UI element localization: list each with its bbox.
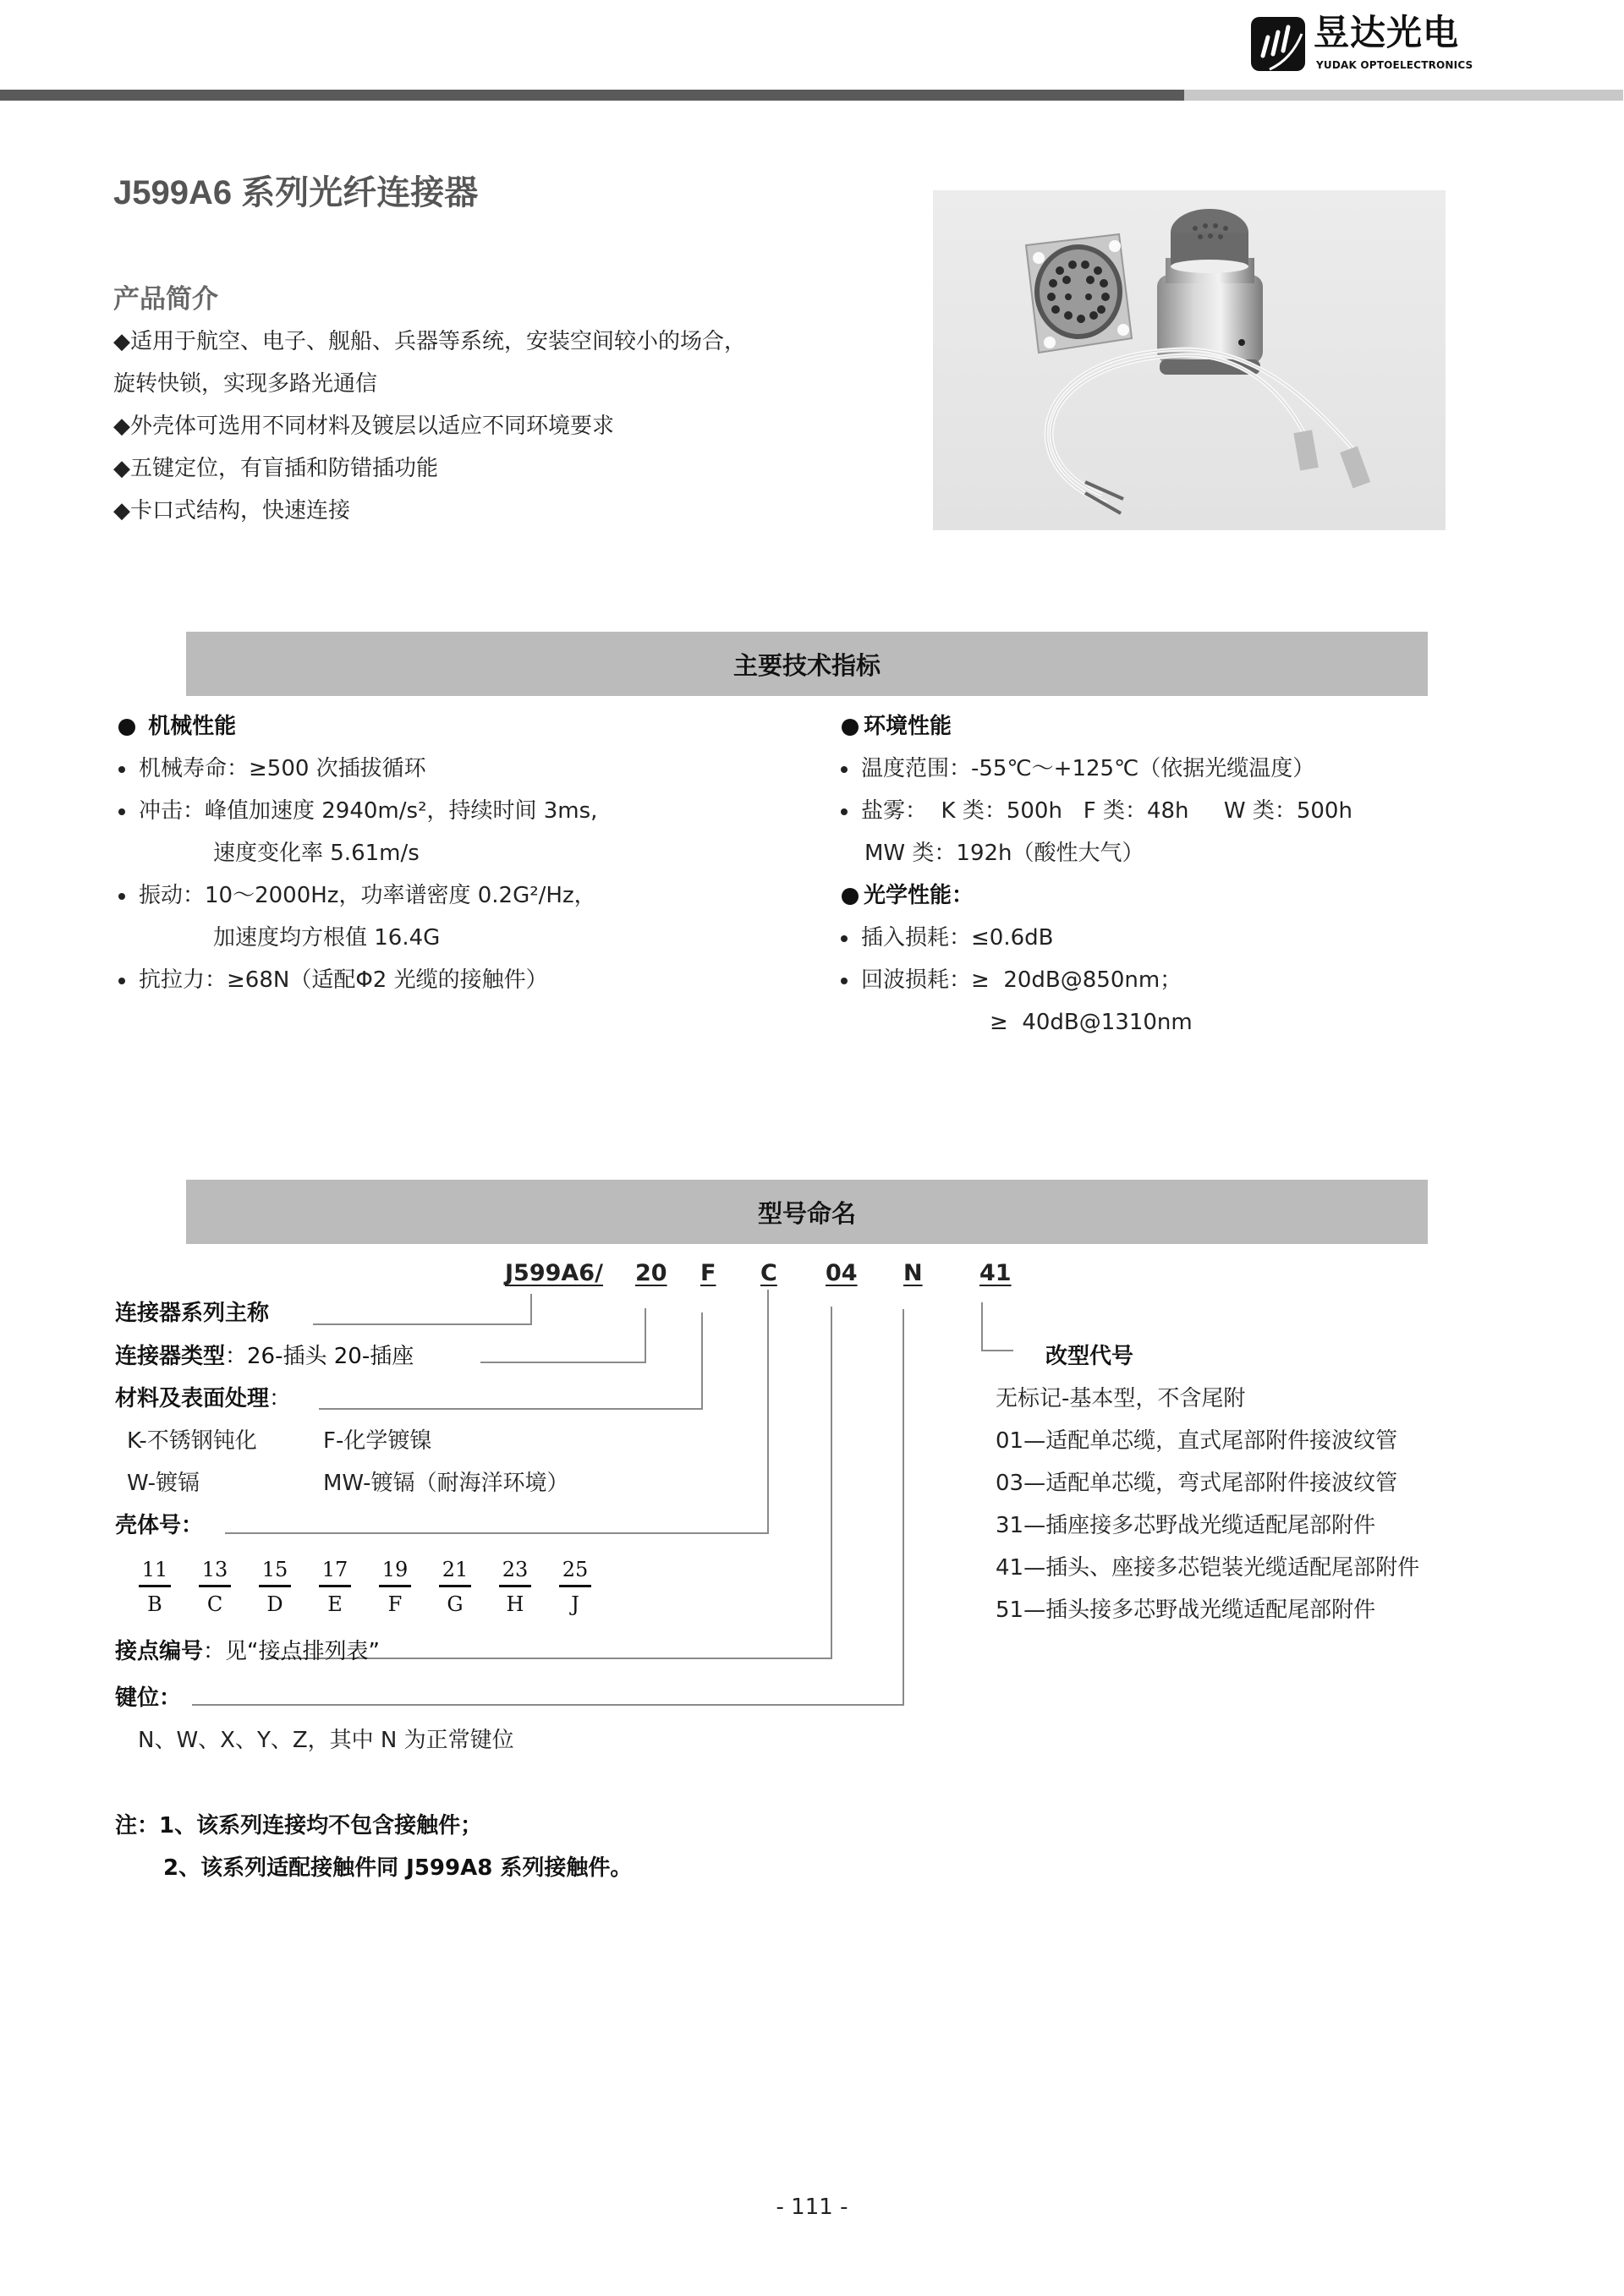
intro-line: ◆外壳体可选用不同材料及镀层以适应不同环境要求 xyxy=(113,414,614,439)
optical-heading: 光学性能： xyxy=(842,882,974,909)
contact-pin-icon xyxy=(1085,482,1123,513)
shell-size-table xyxy=(134,1558,596,1616)
bullet-icon xyxy=(118,978,125,984)
label-series: 连接器系列主称 xyxy=(115,1301,270,1326)
connector-line xyxy=(903,1309,904,1706)
company-name-en: YUDAK OPTOELECTRONICS xyxy=(1316,59,1473,71)
spec-item: 温度范围：-55℃～+125℃（依据光缆温度） xyxy=(837,755,1314,782)
connector-line xyxy=(319,1408,703,1410)
connector-line xyxy=(767,1290,769,1534)
shell-size: 25 J xyxy=(554,1558,596,1616)
connector-line xyxy=(831,1307,832,1659)
spec-item-continued: ≥ 40dB@1310nm xyxy=(990,1010,1193,1035)
material-option: W-镀镉 xyxy=(127,1471,200,1496)
spec-item: 回波损耗：≥ 20dB@850nm； xyxy=(837,967,1182,994)
shell-size: 13 C xyxy=(194,1558,236,1616)
connector-line xyxy=(225,1532,769,1534)
intro-heading: 产品简介 xyxy=(113,284,218,315)
product-photo xyxy=(933,190,1446,530)
modification-item: 01—适配单芯缆，直式尾部附件接波纹管 xyxy=(996,1428,1398,1454)
connector-line xyxy=(480,1362,646,1363)
intro-line: ◆五键定位，有盲插和防错插功能 xyxy=(113,456,438,481)
bullet-icon xyxy=(841,808,848,815)
shell-size: 19 F xyxy=(374,1558,416,1616)
bullet-dot-icon xyxy=(842,719,859,736)
bullet-icon xyxy=(841,978,848,984)
intro-line: ◆适用于航空、电子、舰船、兵器等系统，安装空间较小的场合， xyxy=(113,329,746,354)
shell-size: 15 D xyxy=(254,1558,296,1616)
spec-item-continued: 速度变化率 5.61m/s xyxy=(213,841,420,866)
material-option: F-化学镀镍 xyxy=(323,1428,432,1454)
modification-item: 无标记-基本型，不含尾附 xyxy=(996,1386,1246,1411)
company-name-cn: 昱达光电 xyxy=(1314,12,1460,53)
code-material: F xyxy=(700,1260,716,1286)
connector-line xyxy=(530,1294,532,1325)
header-rule-light xyxy=(1184,90,1623,101)
connector-line xyxy=(981,1350,1013,1351)
intro-line: ◆卡口式结构，快速连接 xyxy=(113,498,350,523)
connector-line xyxy=(313,1323,532,1325)
bullet-icon xyxy=(841,935,848,942)
lc-connector-icon xyxy=(1293,430,1370,488)
header-rule-dark xyxy=(0,90,1184,101)
code-contact: 04 xyxy=(826,1260,858,1286)
shell-size: 21 G xyxy=(434,1558,476,1616)
modification-item: 31—插座接多芯野战光缆适配尾部附件 xyxy=(996,1513,1376,1538)
modification-item: 51—插头接多芯野战光缆适配尾部附件 xyxy=(996,1597,1376,1623)
note-line: 注：1、该系列连接均不包含接触件； xyxy=(115,1813,483,1838)
spec-item: 盐雾： K 类：500h F 类：48h W 类：500h xyxy=(837,797,1352,825)
bullet-icon xyxy=(118,893,125,900)
connector-line xyxy=(701,1312,703,1410)
naming-section-header: 型号命名 xyxy=(186,1180,1428,1244)
mechanical-heading: 机械性能 xyxy=(118,713,236,740)
specs-section-header: 主要技术指标 xyxy=(186,632,1428,696)
connector-line xyxy=(645,1308,646,1363)
spec-item: 振动：10～2000Hz，功率谱密度 0.2G²/Hz， xyxy=(115,882,596,909)
spec-item-continued: MW 类：192h（酸性大气） xyxy=(864,841,1144,866)
material-option: K-不锈钢钝化 xyxy=(127,1428,257,1454)
spec-item-continued: 加速度均方根值 16.4G xyxy=(213,925,441,951)
shell-size: 17 E xyxy=(314,1558,356,1616)
spec-item: 插入损耗：≤0.6dB xyxy=(837,924,1053,951)
modification-item: 41—插头、座接多芯铠装光缆适配尾部附件 xyxy=(996,1555,1420,1581)
key-options: N、W、X、Y、Z，其中 N 为正常键位 xyxy=(138,1728,514,1753)
spec-item: 抗拉力：≥68N（适配Φ2 光缆的接触件） xyxy=(115,967,548,994)
shell-size: 23 H xyxy=(494,1558,536,1616)
spec-item: 机械寿命：≥500 次插拔循环 xyxy=(115,755,426,782)
modification-item: 03—适配单芯缆，弯式尾部附件接波纹管 xyxy=(996,1471,1398,1496)
code-series: J599A6/ xyxy=(505,1260,603,1286)
note-line: 2、该系列适配接触件同 J599A8 系列接触件。 xyxy=(163,1855,633,1881)
bullet-icon xyxy=(841,766,848,773)
code-type: 20 xyxy=(635,1260,667,1286)
environmental-heading: 环境性能 xyxy=(842,713,952,740)
code-shell: C xyxy=(760,1260,777,1286)
page-title: J599A6 系列光纤连接器 xyxy=(113,174,479,211)
label-key: 键位： xyxy=(115,1685,182,1711)
bullet-dot-icon xyxy=(118,719,135,736)
intro-line: 旋转快锁，实现多路光通信 xyxy=(113,371,378,397)
spec-item: 冲击：峰值加速度 2940m/s²，持续时间 3ms, xyxy=(115,797,597,825)
bullet-dot-icon xyxy=(842,888,859,905)
label-shell: 壳体号： xyxy=(115,1513,204,1538)
label-type: 连接器类型：26-插头 20-插座 xyxy=(115,1344,414,1369)
shell-size: 11 B xyxy=(134,1558,176,1616)
logo-icon xyxy=(1251,17,1305,71)
connector-illustration xyxy=(933,190,1446,530)
receptacle-icon xyxy=(1026,234,1132,353)
company-logo-mark xyxy=(1251,17,1305,71)
code-modification: 41 xyxy=(979,1260,1012,1286)
label-contact: 接点编号：见“接点排列表” xyxy=(115,1639,380,1664)
label-material: 材料及表面处理： xyxy=(115,1386,292,1411)
connector-line xyxy=(981,1302,983,1351)
code-key: N xyxy=(903,1260,923,1286)
modification-heading: 改型代号 xyxy=(1045,1344,1134,1369)
bullet-icon xyxy=(118,766,125,773)
page-number: - 111 - xyxy=(776,2195,848,2220)
material-option: MW-镀镉（耐海洋环境） xyxy=(323,1471,569,1496)
connector-line xyxy=(192,1704,904,1706)
bullet-icon xyxy=(118,808,125,815)
